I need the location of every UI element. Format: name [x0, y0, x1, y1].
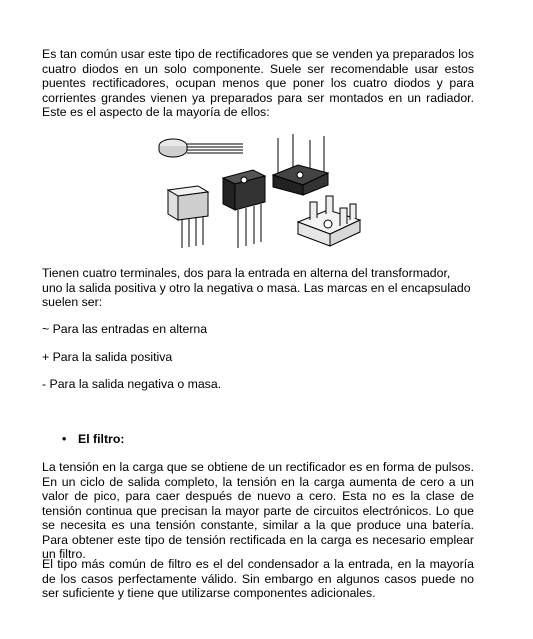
filter-paragraph-2: El tipo más común de filtro es el del condensador a la entrada, en la mayoría de los casos perfectamente válido. Sin embargo en algunos casos puede no ser suficiente y tiene que utilizarse componentes adicionales.	[42, 557, 474, 600]
marking-ac: ~ Para las entradas en alterna	[42, 322, 208, 336]
section-heading-text: El filtro:	[78, 432, 125, 446]
bridge-rectifiers-icon	[148, 130, 363, 255]
section-heading-filter	[62, 432, 124, 446]
terminals-paragraph: Tienen cuatro terminales, dos para la entrada en alterna del transformador, uno la salida positiva y otro la negativa o masa. Las marcas en el encapsulado suelen ser:	[42, 266, 471, 309]
bullet-icon: •	[62, 432, 67, 446]
intro-paragraph: Es tan común usar este tipo de rectificadores que se venden ya preparados los cuatro diodos en un solo componente. Suele ser recomendable usar estos puentes rectificadores, ocupan menos que poner los cuatro diodos y para corrientes grandes vienen ya preparados para ser montados en un radiador. Este es el aspecto de la mayoría de ellos:	[42, 47, 474, 119]
filter-paragraph-1: La tensión en la carga que se obtiene de un rectificador es en forma de pulsos. En un ciclo de salida completo, la tensión en la carga aumenta de cero a un valor de pico, para caer después de nuevo a cero. Esta no es la clase de tensión continua que precisan la mayor parte de circuitos electrónicos. Lo que se necesita es una tensión constante, similar a la que produce una batería. Para obtener este tipo de tensión rectificada en la carga es necesario emplear un filtro.	[42, 460, 474, 561]
marking-positive: + Para la salida positiva	[42, 350, 173, 364]
marking-negative: - Para la salida negativa o masa.	[42, 377, 222, 391]
bridge-rectifiers-figure	[148, 130, 363, 255]
